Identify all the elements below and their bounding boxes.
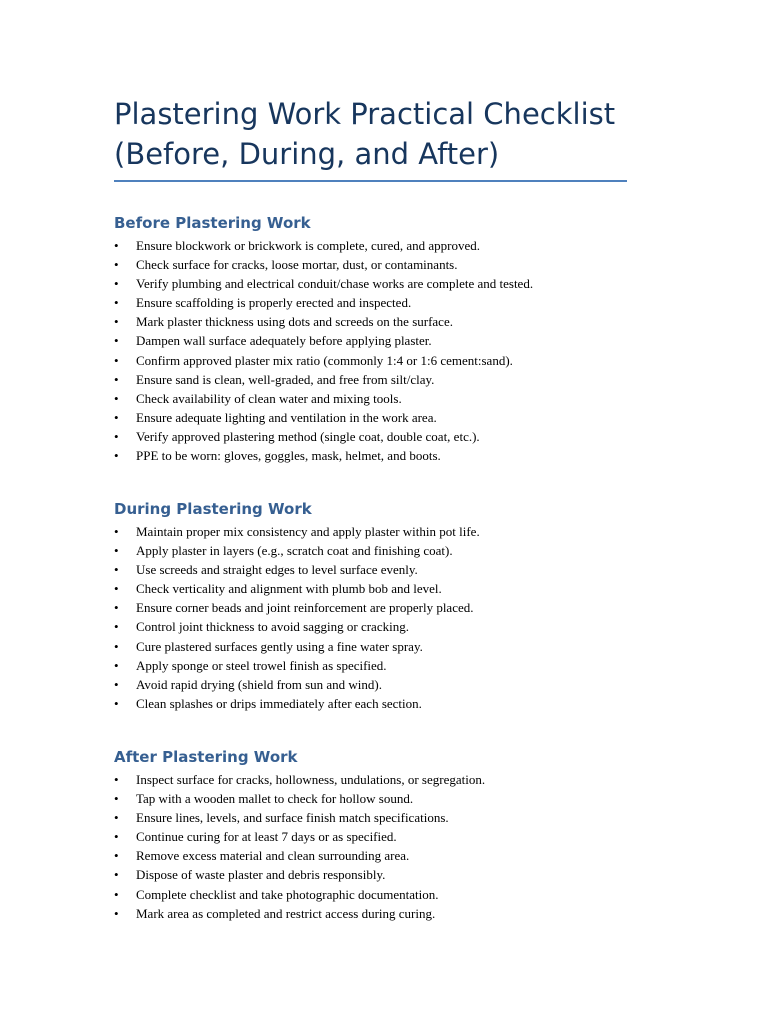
title-underline xyxy=(114,180,627,182)
bullet-icon: • xyxy=(114,352,119,368)
list-item: • Apply plaster in layers (e.g., scratch coat and finishing coat). xyxy=(114,541,674,560)
list-item: • Ensure scaffolding is properly erected and inspected. xyxy=(114,293,674,312)
list-item: • Inspect surface for cracks, hollowness, undulations, or segregation. xyxy=(114,770,674,789)
bullet-icon: • xyxy=(114,791,119,807)
bullet-icon: • xyxy=(114,695,119,711)
bullet-icon: • xyxy=(114,371,119,387)
list-item: • Check verticality and alignment with plumb bob and level. xyxy=(114,579,674,598)
bullet-icon: • xyxy=(114,333,119,349)
during-checklist xyxy=(114,522,674,713)
bullet-icon: • xyxy=(114,600,119,616)
bullet-icon: • xyxy=(114,562,119,578)
list-item: • Mark plaster thickness using dots and screeds on the surface. xyxy=(114,312,674,331)
bullet-icon: • xyxy=(114,772,119,787)
bullet-icon: • xyxy=(114,886,119,902)
bullet-icon: • xyxy=(114,314,119,330)
section-heading-after: After Plastering Work xyxy=(114,748,298,766)
list-item: • Ensure lines, levels, and surface finish match specifications. xyxy=(114,808,674,827)
list-item: • Control joint thickness to avoid sagging or cracking. xyxy=(114,617,674,636)
list-item: • Continue curing for at least 7 days or as specified. xyxy=(114,827,674,846)
title-line-1: Plastering Work Practical Checklist xyxy=(114,97,616,131)
bullet-icon: • xyxy=(114,829,119,845)
before-checklist xyxy=(114,236,674,465)
list-item: • Apply sponge or steel trowel finish as specified. xyxy=(114,656,674,675)
bullet-icon: • xyxy=(114,657,119,673)
list-item: • Ensure blockwork or brickwork is complete, cured, and approved. xyxy=(114,236,674,255)
title-line-2: (Before, During, and After) xyxy=(114,137,500,171)
bullet-icon: • xyxy=(114,276,119,292)
bullet-icon: • xyxy=(114,543,119,559)
list-item: • Check availability of clean water and mixing tools. xyxy=(114,389,674,408)
bullet-icon: • xyxy=(114,638,119,654)
bullet-icon: • xyxy=(114,295,119,311)
bullet-icon: • xyxy=(114,867,119,883)
bullet-icon: • xyxy=(114,428,119,444)
bullet-icon: • xyxy=(114,448,119,464)
list-item: • Ensure adequate lighting and ventilation in the work area. xyxy=(114,408,674,427)
list-item: • Remove excess material and clean surrounding area. xyxy=(114,846,674,865)
bullet-icon: • xyxy=(114,676,119,692)
list-item: • Check surface for cracks, loose mortar, dust, or contaminants. xyxy=(114,255,674,274)
list-item: • Clean splashes or drips immediately after each section. xyxy=(114,694,674,713)
list-item: • Cure plastered surfaces gently using a fine water spray. xyxy=(114,637,674,656)
bullet-icon: • xyxy=(114,238,119,253)
bullet-icon: • xyxy=(114,390,119,406)
bullet-icon: • xyxy=(114,810,119,826)
list-item: • Avoid rapid drying (shield from sun and wind). xyxy=(114,675,674,694)
bullet-icon: • xyxy=(114,905,119,921)
list-item: • Dampen wall surface adequately before applying plaster. xyxy=(114,331,674,350)
section-heading-during: During Plastering Work xyxy=(114,500,312,518)
after-checklist xyxy=(114,770,674,923)
list-item: • Ensure sand is clean, well-graded, and free from silt/clay. xyxy=(114,370,674,389)
bullet-icon: • xyxy=(114,409,119,425)
page-title xyxy=(114,94,634,174)
section-heading-before: Before Plastering Work xyxy=(114,214,311,232)
list-item: • Ensure corner beads and joint reinforcement are properly placed. xyxy=(114,598,674,617)
list-item: • Mark area as completed and restrict access during curing. xyxy=(114,904,674,923)
list-item: • Maintain proper mix consistency and apply plaster within pot life. xyxy=(114,522,674,541)
list-item: • Complete checklist and take photographic documentation. xyxy=(114,885,674,904)
bullet-icon: • xyxy=(114,581,119,597)
list-item: • Use screeds and straight edges to level surface evenly. xyxy=(114,560,674,579)
list-item: • Verify approved plastering method (single coat, double coat, etc.). xyxy=(114,427,674,446)
list-item: • Tap with a wooden mallet to check for hollow sound. xyxy=(114,789,674,808)
bullet-icon: • xyxy=(114,848,119,864)
bullet-icon: • xyxy=(114,524,119,539)
list-item: • Dispose of waste plaster and debris responsibly. xyxy=(114,865,674,884)
list-item: • Verify plumbing and electrical conduit/chase works are complete and tested. xyxy=(114,274,674,293)
list-item: • PPE to be worn: gloves, goggles, mask, helmet, and boots. xyxy=(114,446,674,465)
list-item: • Confirm approved plaster mix ratio (commonly 1:4 or 1:6 cement:sand). xyxy=(114,351,674,370)
bullet-icon: • xyxy=(114,257,119,273)
bullet-icon: • xyxy=(114,619,119,635)
